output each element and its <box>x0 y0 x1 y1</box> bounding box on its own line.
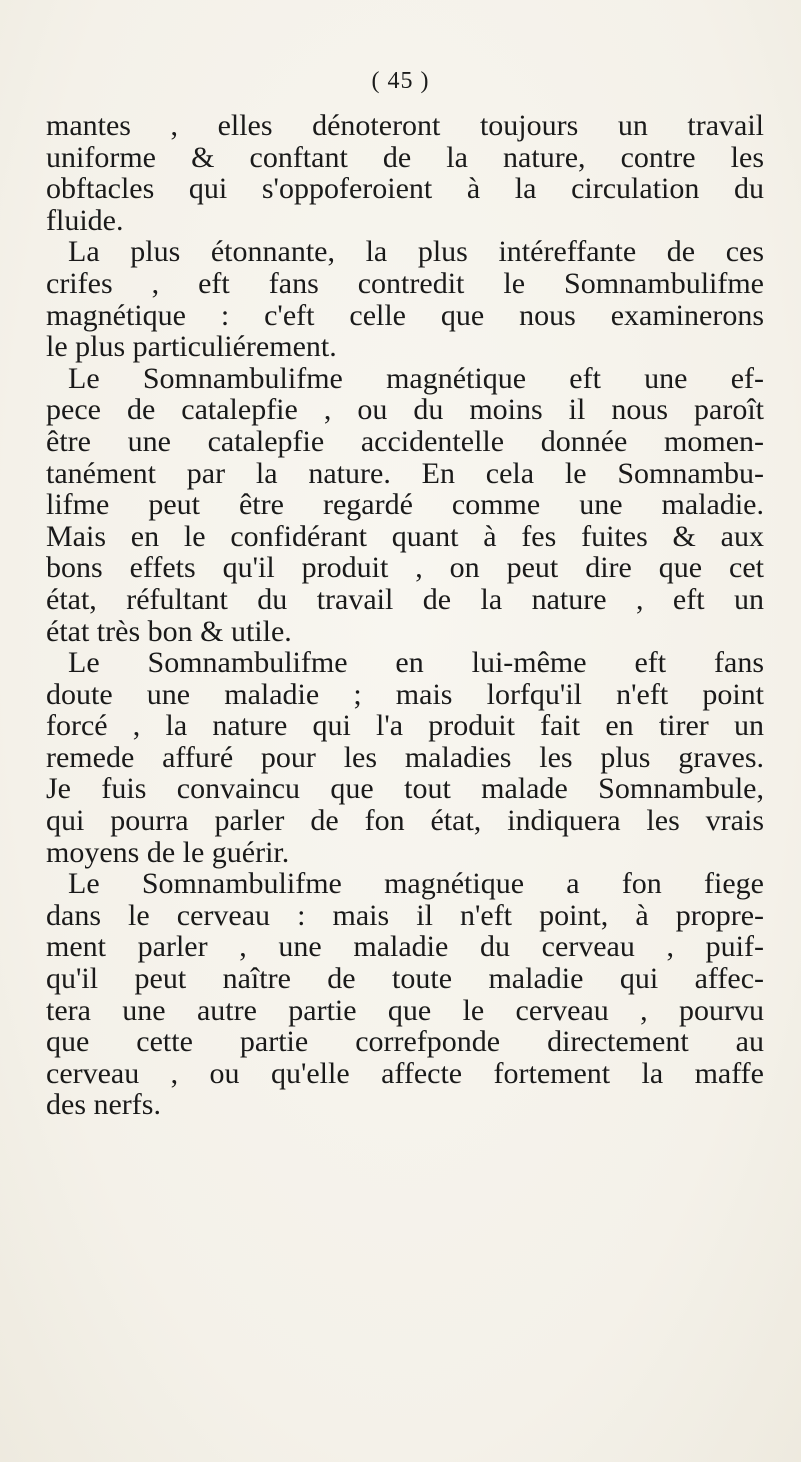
text-line: que cette partie correfponde directement au <box>46 1025 764 1059</box>
text-line: dans le cerveau : mais il n'eft point, à propre- <box>46 898 764 932</box>
text-line: moyens de le guérir. <box>46 835 290 869</box>
text-line: pece de catalepfie , ou du moins il nous paroît <box>46 393 764 427</box>
text-line: Mais en le confidérant quant à fes fuites & aux <box>46 519 764 553</box>
text-line: tanément par la nature. En cela le Somnambu- <box>46 456 764 490</box>
text-line: obftacles qui s'oppoferoient à la circulation du <box>46 172 764 206</box>
text-line: cerveau , ou qu'elle affecte fortement la maffe <box>46 1056 764 1090</box>
text-line: uniforme & conftant de la nature, contre les <box>46 140 764 174</box>
text-line: des nerfs. <box>46 1088 161 1122</box>
text-line: magnétique : c'eft celle que nous examinerons <box>46 298 764 332</box>
text-line: être une catalepfie accidentelle donnée momen- <box>46 424 764 458</box>
text-line: bons effets qu'il produit , on peut dire que cet <box>46 551 764 585</box>
text-line: crifes , eft fans contredit le Somnambulifme <box>46 266 764 300</box>
text-line: le plus particuliérement. <box>46 330 337 364</box>
text-line: Je fuis convaincu que tout malade Somnambule, <box>46 772 764 806</box>
body-text <box>46 110 764 1121</box>
text-line: Le Somnambulifme en lui-même eft fans <box>68 646 764 680</box>
text-line: doute une maladie ; mais lorfqu'il n'eft point <box>46 677 764 711</box>
text-line: qu'il peut naître de toute maladie qui affec- <box>46 962 764 996</box>
text-line: lifme peut être regardé comme une maladie. <box>46 488 764 522</box>
text-line: mantes , elles dénoteront toujours un travail <box>46 109 764 142</box>
text-line: tera une autre partie que le cerveau , pourvu <box>46 993 764 1027</box>
text-line: La plus étonnante, la plus intéreffante de ces <box>68 235 764 269</box>
text-line: remede affuré pour les maladies les plus graves. <box>46 740 764 774</box>
text-line: état très bon & utile. <box>46 614 292 648</box>
text-line: état, réfultant du travail de la nature , eft un <box>46 582 764 616</box>
page-number: ( 45 ) <box>371 68 430 94</box>
text-line: qui pourra parler de fon état, indiquera les vrais <box>46 804 764 838</box>
text-line: Le Somnambulifme magnétique eft une ef- <box>68 361 764 395</box>
text-line: Le Somnambulifme magnétique a fon fiege <box>68 867 764 901</box>
text-line: forcé , la nature qui l'a produit fait en tirer un <box>46 709 764 743</box>
text-line: fluide. <box>46 203 124 237</box>
text-line: ment parler , une maladie du cerveau , puif- <box>46 930 764 964</box>
